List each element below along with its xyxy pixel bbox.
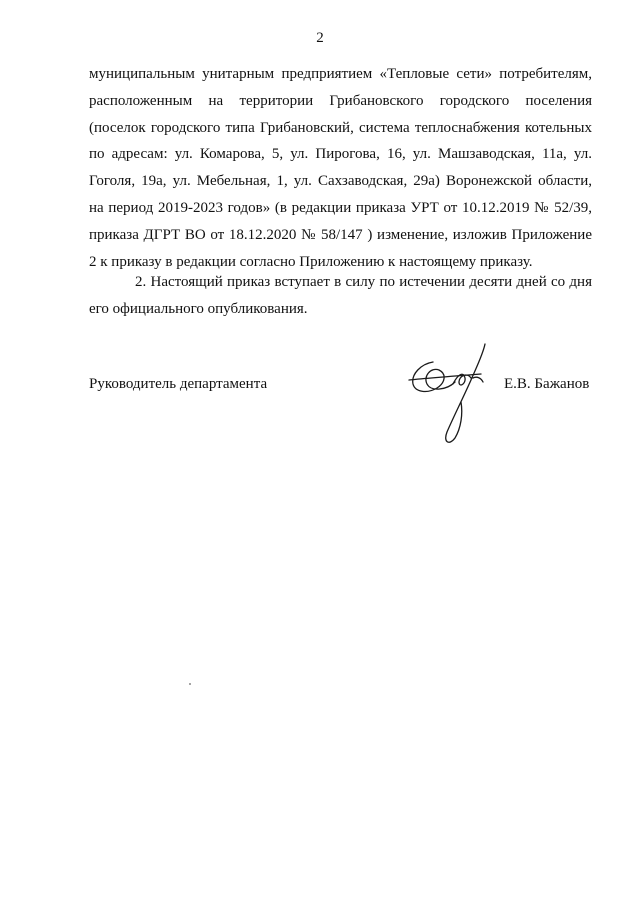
paragraph-1-line: по адресам: ул. Комарова, 5, ул. Пирогова, 16, ул. Машзаводская, 11а, ул. — [89, 146, 592, 163]
paragraph-1-line: Гоголя, 19а, ул. Мебельная, 1, ул. Сахзаводская, 29а) Воронежской области, — [89, 173, 592, 190]
signatory-name: Е.В. Бажанов — [504, 376, 590, 392]
handwritten-signature-icon — [403, 340, 498, 450]
paragraph-1-line: 2 к приказу в редакции согласно Приложению к настоящему приказу. — [89, 253, 533, 270]
paragraph-1-line: муниципальным унитарным предприятием «Тепловые сети» потребителям, — [89, 66, 592, 82]
page-number: 2 — [316, 30, 324, 46]
paragraph-1-line: на период 2019-2023 годов» (в редакции приказа УРТ от 10.12.2019 № 52/39, — [89, 199, 592, 216]
scan-speck — [189, 683, 191, 685]
paragraph-2-line: 2. Настоящий приказ вступает в силу по истечении десяти дней со дня — [135, 274, 592, 290]
paragraph-1-line: (поселок городского типа Грибановский, система теплоснабжения котельных — [89, 119, 592, 136]
paragraph-1-line: расположенным на территории Грибановского городского поселения — [89, 92, 592, 109]
paragraph-1 — [89, 61, 592, 275]
paragraph-1-line: приказа ДГРТ ВО от 18.12.2020 № 58/147 ) изменение, изложив Приложение — [89, 226, 592, 243]
paragraph-2-line: его официального опубликования. — [89, 301, 308, 317]
paragraph-2 — [89, 269, 592, 323]
signatory-position: Руководитель департамента — [89, 376, 268, 392]
